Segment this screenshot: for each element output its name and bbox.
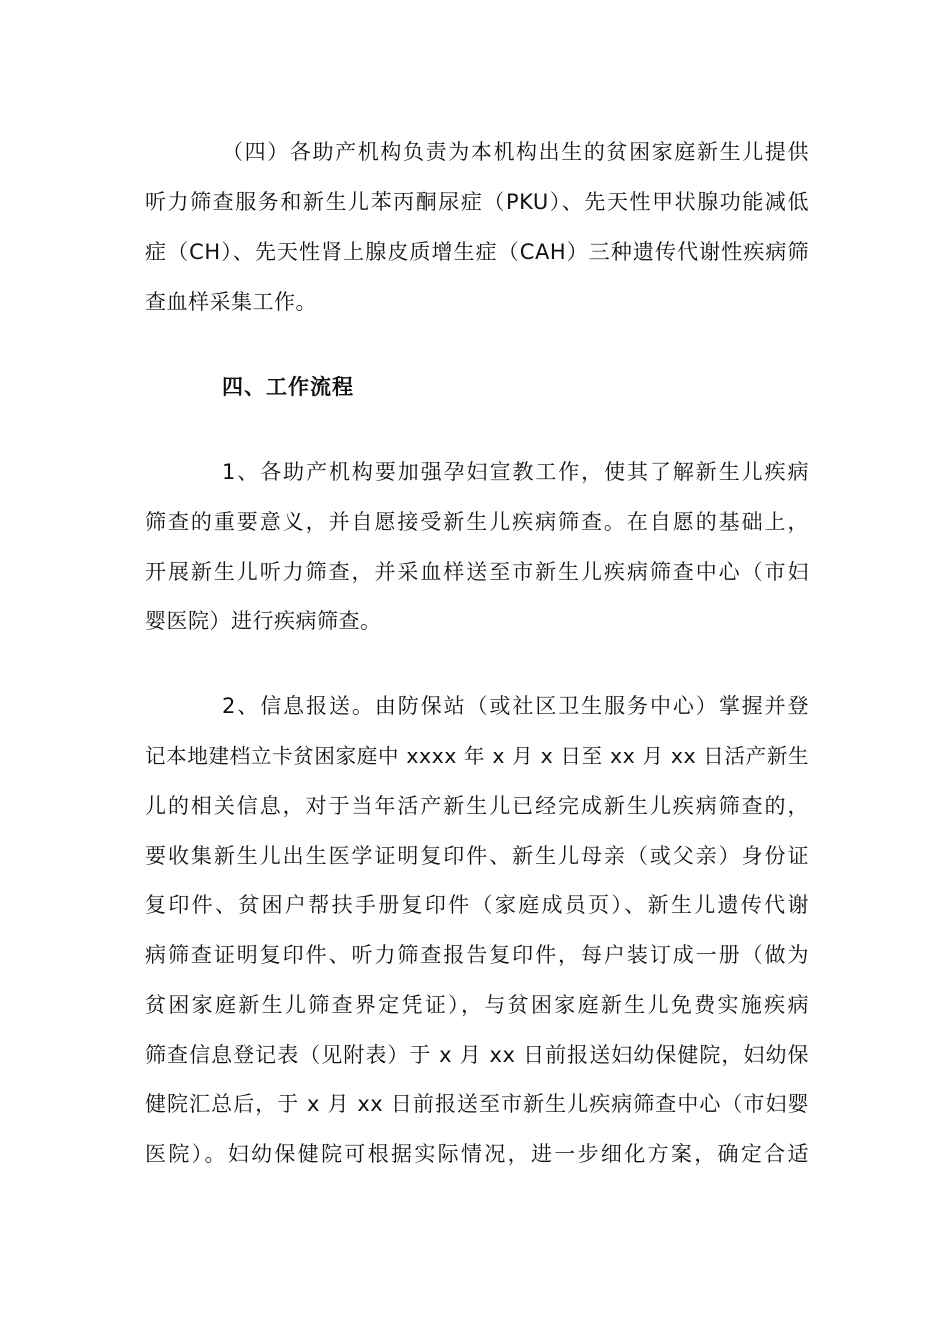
para-2-line-7: 贫困家庭新生儿筛查界定凭证），与贫困家庭新生儿免费实施疾病	[145, 993, 809, 1017]
para-2-line-3: 儿的相关信息，对于当年活产新生儿已经完成新生儿疾病筛查的，	[145, 794, 809, 818]
para-four-line-4: 查血样采集工作。	[145, 290, 317, 314]
para-1-line-1: 1、各助产机构要加强孕妇宣教工作，使其了解新生儿疾病	[222, 460, 809, 484]
para-2-line-2: 记本地建档立卡贫困家庭中 xxxx 年 x 月 x 日至 xx 月 xx 日活产新生	[145, 744, 809, 768]
para-2-line-4: 要收集新生儿出生医学证明复印件、新生儿母亲（或父亲）身份证	[145, 844, 809, 868]
para-four-line-1: （四）各助产机构负责为本机构出生的贫困家庭新生儿提供	[222, 140, 809, 164]
para-2-line-10: 医院）。妇幼保健院可根据实际情况，进一步细化方案，确定合适	[145, 1142, 809, 1166]
para-1-line-3: 开展新生儿听力筛查，并采血样送至市新生儿疾病筛查中心（市妇	[145, 560, 809, 584]
para-2-line-1: 2、信息报送。由防保站（或社区卫生服务中心）掌握并登	[222, 694, 809, 718]
para-1-line-2: 筛查的重要意义，并自愿接受新生儿疾病筛查。在自愿的基础上，	[145, 510, 809, 534]
para-1-line-4: 婴医院）进行疾病筛查。	[145, 609, 382, 633]
para-four-line-2: 听力筛查服务和新生儿苯丙酮尿症（PKU）、先天性甲状腺功能减低	[145, 190, 809, 214]
para-four-line-3: 症（CH）、先天性肾上腺皮质增生症（CAH）三种遗传代谢性疾病筛	[145, 240, 809, 264]
para-2-line-8: 筛查信息登记表（见附表）于 x 月 xx 日前报送妇幼保健院，妇幼保	[145, 1043, 809, 1067]
para-2-line-9: 健院汇总后，于 x 月 xx 日前报送至市新生儿疾病筛查中心（市妇婴	[145, 1092, 809, 1116]
para-2-line-6: 病筛查证明复印件、听力筛查报告复印件，每户装订成一册（做为	[145, 943, 809, 967]
section-heading: 四、工作流程	[222, 375, 354, 399]
para-2-line-5: 复印件、贫困户帮扶手册复印件（家庭成员页）、新生儿遗传代谢	[145, 893, 809, 917]
